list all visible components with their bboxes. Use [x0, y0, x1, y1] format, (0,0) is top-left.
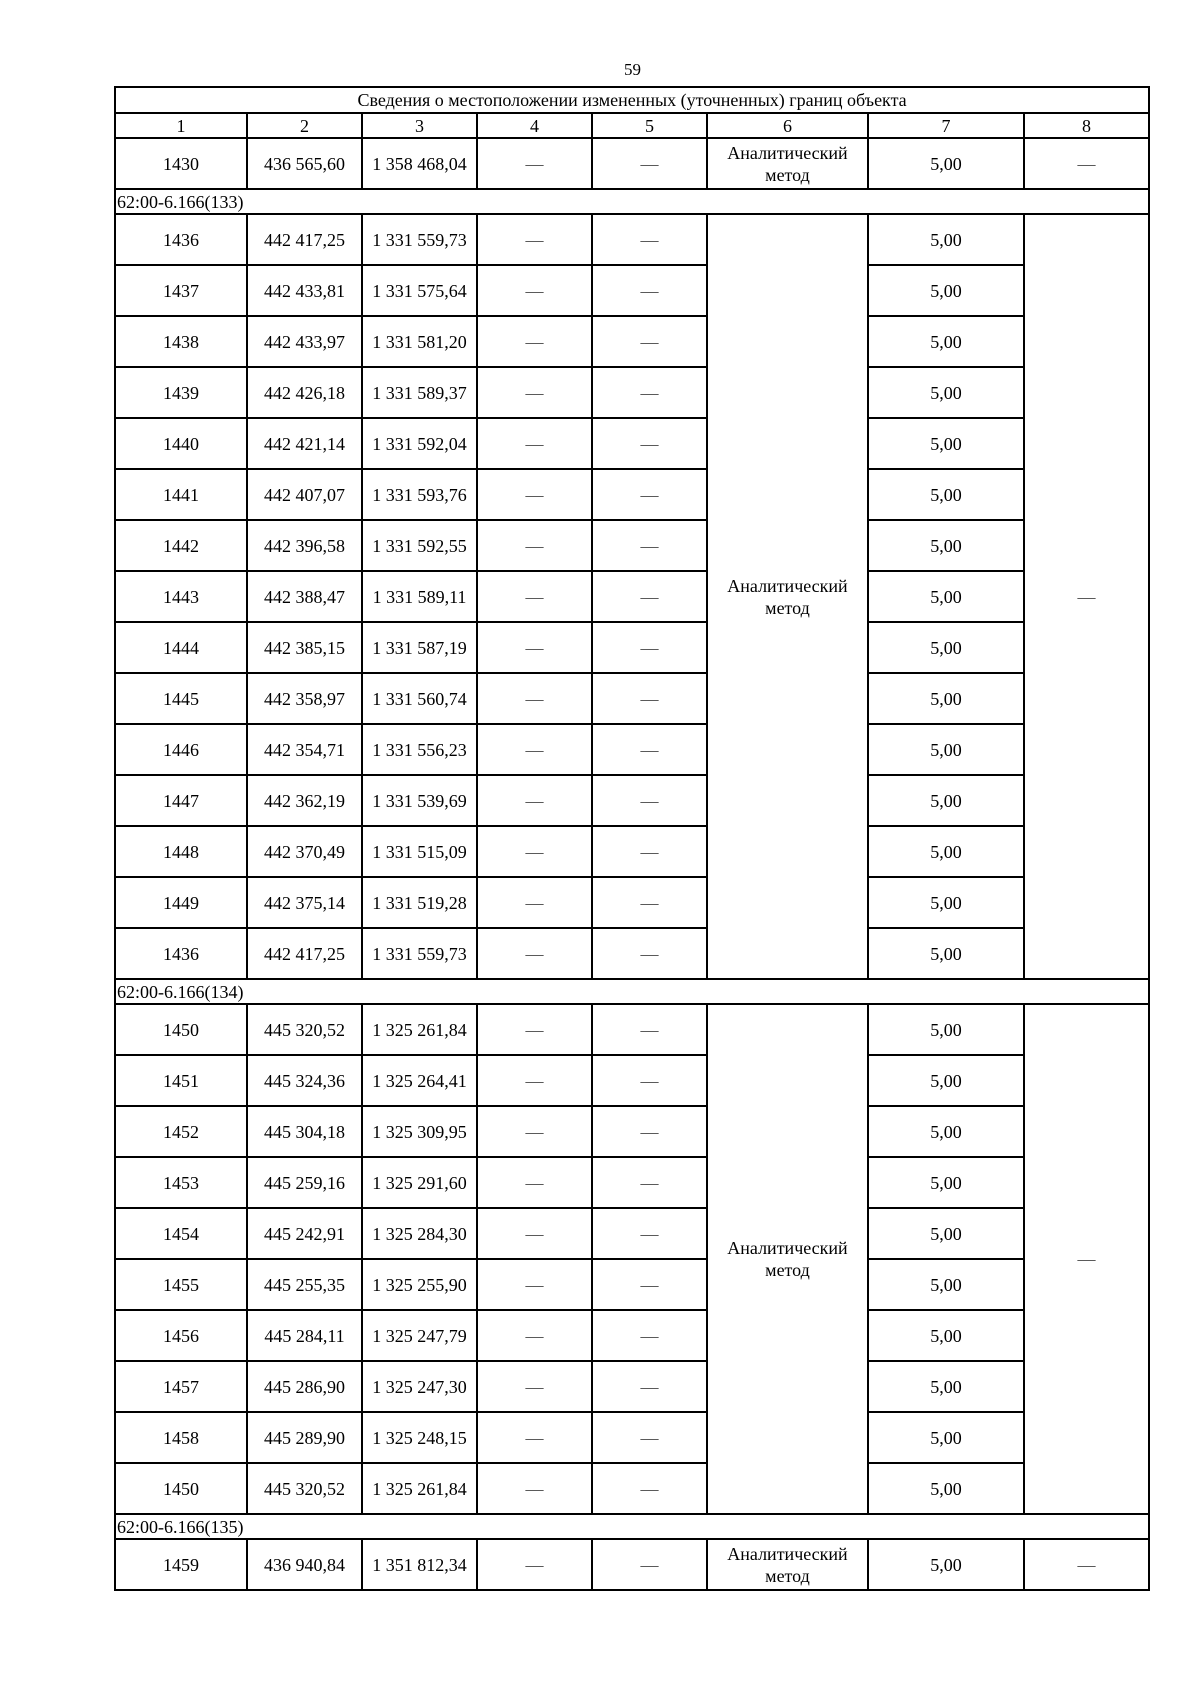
point-number: 1457: [115, 1361, 247, 1412]
column-number: 6: [707, 113, 868, 138]
table-title: Сведения о местоположении измененных (уточненных) границ объекта: [115, 87, 1149, 113]
coordinate-x: 442 417,25: [247, 928, 362, 979]
coordinate-x: 442 426,18: [247, 367, 362, 418]
coordinate-y: 1 358 468,04: [362, 138, 477, 189]
point-number: 1437: [115, 265, 247, 316]
point-number: 1456: [115, 1310, 247, 1361]
column-number: 1: [115, 113, 247, 138]
dash-cell: —: [477, 1361, 592, 1412]
point-number: 1453: [115, 1157, 247, 1208]
coordinate-x: 442 354,71: [247, 724, 362, 775]
point-number: 1458: [115, 1412, 247, 1463]
accuracy-cell: 5,00: [868, 1004, 1024, 1055]
table-row: [115, 1106, 1149, 1157]
coordinate-y: 1 331 589,11: [362, 571, 477, 622]
dash-cell: —: [477, 1539, 592, 1590]
dash-cell: —: [477, 622, 592, 673]
dash-cell: —: [477, 1208, 592, 1259]
table-row: [115, 1055, 1149, 1106]
accuracy-cell: 5,00: [868, 1310, 1024, 1361]
point-number: 1449: [115, 877, 247, 928]
dash-cell: —: [477, 928, 592, 979]
coordinate-x: 445 286,90: [247, 1361, 362, 1412]
coordinate-x: 442 407,07: [247, 469, 362, 520]
accuracy-cell: 5,00: [868, 1259, 1024, 1310]
dash-cell: —: [592, 1463, 707, 1514]
dash-cell: —: [477, 775, 592, 826]
coordinate-x: 442 385,15: [247, 622, 362, 673]
coordinate-y: 1 331 559,73: [362, 214, 477, 265]
accuracy-cell: 5,00: [868, 928, 1024, 979]
point-number: 1448: [115, 826, 247, 877]
accuracy-cell: 5,00: [868, 1463, 1024, 1514]
dash-cell: —: [477, 316, 592, 367]
dash-cell: —: [1024, 214, 1149, 979]
coordinate-x: 442 358,97: [247, 673, 362, 724]
dash-cell: —: [477, 571, 592, 622]
accuracy-cell: 5,00: [868, 418, 1024, 469]
column-number: 8: [1024, 113, 1149, 138]
table-row: [115, 1259, 1149, 1310]
table-row: [115, 673, 1149, 724]
table-row: [115, 928, 1149, 979]
table-row: [115, 1539, 1149, 1590]
coordinate-x: 445 289,90: [247, 1412, 362, 1463]
point-number: 1446: [115, 724, 247, 775]
accuracy-cell: 5,00: [868, 469, 1024, 520]
dash-cell: —: [592, 571, 707, 622]
coordinate-y: 1 331 593,76: [362, 469, 477, 520]
point-number: 1450: [115, 1463, 247, 1514]
coordinate-x: 445 320,52: [247, 1004, 362, 1055]
dash-cell: —: [592, 316, 707, 367]
accuracy-cell: 5,00: [868, 367, 1024, 418]
coordinate-x: 445 259,16: [247, 1157, 362, 1208]
coordinate-y: 1 331 587,19: [362, 622, 477, 673]
table-row: [115, 138, 1149, 189]
dash-cell: —: [477, 418, 592, 469]
dash-cell: —: [477, 673, 592, 724]
table-row: [115, 1412, 1149, 1463]
point-number: 1441: [115, 469, 247, 520]
coordinate-y: 1 325 247,79: [362, 1310, 477, 1361]
coordinate-y: 1 325 261,84: [362, 1463, 477, 1514]
dash-cell: —: [1024, 1004, 1149, 1514]
column-number: 4: [477, 113, 592, 138]
table-row: [115, 316, 1149, 367]
coordinate-x: 442 421,14: [247, 418, 362, 469]
dash-cell: —: [477, 877, 592, 928]
accuracy-cell: 5,00: [868, 1055, 1024, 1106]
accuracy-cell: 5,00: [868, 826, 1024, 877]
accuracy-cell: 5,00: [868, 1208, 1024, 1259]
point-number: 1436: [115, 928, 247, 979]
point-number: 1454: [115, 1208, 247, 1259]
dash-cell: —: [592, 367, 707, 418]
dash-cell: —: [592, 265, 707, 316]
dash-cell: —: [477, 367, 592, 418]
dash-cell: —: [477, 1004, 592, 1055]
dash-cell: —: [1024, 1539, 1149, 1590]
point-number: 1438: [115, 316, 247, 367]
table-row: [115, 367, 1149, 418]
point-number: 1447: [115, 775, 247, 826]
point-number: 1459: [115, 1539, 247, 1590]
dash-cell: —: [592, 1106, 707, 1157]
table-row: [115, 214, 1149, 265]
dash-cell: —: [477, 1412, 592, 1463]
accuracy-cell: 5,00: [868, 571, 1024, 622]
table-row: [115, 826, 1149, 877]
table-row: [115, 520, 1149, 571]
coordinate-y: 1 351 812,34: [362, 1539, 477, 1590]
table-row: [115, 571, 1149, 622]
coordinate-x: 445 242,91: [247, 1208, 362, 1259]
column-number-row: [115, 113, 1149, 138]
coordinate-x: 445 324,36: [247, 1055, 362, 1106]
dash-cell: —: [592, 214, 707, 265]
table-row: [115, 1208, 1149, 1259]
accuracy-cell: 5,00: [868, 520, 1024, 571]
column-number: 3: [362, 113, 477, 138]
accuracy-cell: 5,00: [868, 1539, 1024, 1590]
group-header-row: [115, 979, 1149, 1004]
dash-cell: —: [592, 1004, 707, 1055]
column-number: 7: [868, 113, 1024, 138]
dash-cell: —: [477, 138, 592, 189]
dash-cell: —: [592, 1539, 707, 1590]
dash-cell: —: [592, 877, 707, 928]
dash-cell: —: [477, 1157, 592, 1208]
point-number: 1442: [115, 520, 247, 571]
table-row: [115, 877, 1149, 928]
dash-cell: —: [592, 928, 707, 979]
coordinate-y: 1 331 575,64: [362, 265, 477, 316]
coordinate-y: 1 331 581,20: [362, 316, 477, 367]
coordinate-y: 1 331 592,55: [362, 520, 477, 571]
coordinate-x: 442 433,97: [247, 316, 362, 367]
coordinate-y: 1 325 309,95: [362, 1106, 477, 1157]
page-number: 59: [624, 60, 641, 79]
accuracy-cell: 5,00: [868, 214, 1024, 265]
dash-cell: —: [592, 826, 707, 877]
dash-cell: —: [477, 1310, 592, 1361]
coordinate-x: 442 388,47: [247, 571, 362, 622]
dash-cell: —: [477, 265, 592, 316]
dash-cell: —: [592, 724, 707, 775]
coordinate-x: 442 417,25: [247, 214, 362, 265]
coordinate-x: 445 284,11: [247, 1310, 362, 1361]
dash-cell: —: [592, 1259, 707, 1310]
method-cell: Аналитический метод: [707, 1539, 868, 1590]
accuracy-cell: 5,00: [868, 775, 1024, 826]
table-row: [115, 469, 1149, 520]
point-number: 1455: [115, 1259, 247, 1310]
accuracy-cell: 5,00: [868, 1361, 1024, 1412]
column-number: 2: [247, 113, 362, 138]
coordinate-y: 1 325 261,84: [362, 1004, 477, 1055]
accuracy-cell: 5,00: [868, 1412, 1024, 1463]
dash-cell: —: [592, 1412, 707, 1463]
dash-cell: —: [592, 673, 707, 724]
accuracy-cell: 5,00: [868, 877, 1024, 928]
accuracy-cell: 5,00: [868, 724, 1024, 775]
dash-cell: —: [592, 520, 707, 571]
dash-cell: —: [477, 520, 592, 571]
method-cell: Аналитический метод: [707, 214, 868, 979]
coordinate-y: 1 331 556,23: [362, 724, 477, 775]
coordinate-x: 436 940,84: [247, 1539, 362, 1590]
coordinate-x: 445 320,52: [247, 1463, 362, 1514]
dash-cell: —: [477, 826, 592, 877]
group-label: 62:00-6.166(133): [115, 189, 1149, 214]
dash-cell: —: [477, 469, 592, 520]
accuracy-cell: 5,00: [868, 1157, 1024, 1208]
coordinate-x: 442 433,81: [247, 265, 362, 316]
dash-cell: —: [592, 622, 707, 673]
coordinate-y: 1 331 560,74: [362, 673, 477, 724]
dash-cell: —: [592, 1208, 707, 1259]
coordinate-y: 1 325 247,30: [362, 1361, 477, 1412]
accuracy-cell: 5,00: [868, 265, 1024, 316]
dash-cell: —: [477, 724, 592, 775]
point-number: 1430: [115, 138, 247, 189]
dash-cell: —: [477, 1463, 592, 1514]
coordinate-y: 1 331 515,09: [362, 826, 477, 877]
dash-cell: —: [592, 775, 707, 826]
table-row: [115, 1463, 1149, 1514]
group-label: 62:00-6.166(134): [115, 979, 1149, 1004]
dash-cell: —: [592, 1310, 707, 1361]
point-number: 1444: [115, 622, 247, 673]
dash-cell: —: [1024, 138, 1149, 189]
point-number: 1451: [115, 1055, 247, 1106]
point-number: 1440: [115, 418, 247, 469]
dash-cell: —: [592, 418, 707, 469]
table-row: [115, 724, 1149, 775]
dash-cell: —: [592, 1361, 707, 1412]
table-row: [115, 775, 1149, 826]
coordinate-y: 1 325 291,60: [362, 1157, 477, 1208]
table-row: [115, 1361, 1149, 1412]
accuracy-cell: 5,00: [868, 673, 1024, 724]
dash-cell: —: [592, 1157, 707, 1208]
dash-cell: —: [477, 1259, 592, 1310]
dash-cell: —: [592, 1055, 707, 1106]
coordinate-y: 1 331 559,73: [362, 928, 477, 979]
coordinate-x: 445 304,18: [247, 1106, 362, 1157]
group-header-row: [115, 1514, 1149, 1539]
dash-cell: —: [477, 1106, 592, 1157]
point-number: 1439: [115, 367, 247, 418]
coordinate-x: 442 375,14: [247, 877, 362, 928]
table-row: [115, 265, 1149, 316]
coordinate-x: 445 255,35: [247, 1259, 362, 1310]
method-cell: Аналитический метод: [707, 138, 868, 189]
coordinate-y: 1 325 284,30: [362, 1208, 477, 1259]
dash-cell: —: [592, 138, 707, 189]
table-title-row: [115, 87, 1149, 113]
coordinate-y: 1 331 589,37: [362, 367, 477, 418]
coordinate-y: 1 325 248,15: [362, 1412, 477, 1463]
dash-cell: —: [477, 214, 592, 265]
table-row: [115, 1157, 1149, 1208]
column-number: 5: [592, 113, 707, 138]
table-row: [115, 1310, 1149, 1361]
point-number: 1443: [115, 571, 247, 622]
group-label: 62:00-6.166(135): [115, 1514, 1149, 1539]
table-row: [115, 622, 1149, 673]
coordinate-x: 436 565,60: [247, 138, 362, 189]
table-row: [115, 418, 1149, 469]
group-header-row: [115, 189, 1149, 214]
dash-cell: —: [592, 469, 707, 520]
coordinate-y: 1 331 592,04: [362, 418, 477, 469]
coordinate-y: 1 325 255,90: [362, 1259, 477, 1310]
coordinate-x: 442 370,49: [247, 826, 362, 877]
table-row: [115, 1004, 1149, 1055]
dash-cell: —: [477, 1055, 592, 1106]
coordinate-y: 1 331 539,69: [362, 775, 477, 826]
point-number: 1450: [115, 1004, 247, 1055]
point-number: 1445: [115, 673, 247, 724]
accuracy-cell: 5,00: [868, 316, 1024, 367]
accuracy-cell: 5,00: [868, 1106, 1024, 1157]
point-number: 1436: [115, 214, 247, 265]
accuracy-cell: 5,00: [868, 138, 1024, 189]
coordinate-y: 1 331 519,28: [362, 877, 477, 928]
method-cell: Аналитический метод: [707, 1004, 868, 1514]
point-number: 1452: [115, 1106, 247, 1157]
boundary-table: [114, 86, 1150, 1591]
coordinate-x: 442 362,19: [247, 775, 362, 826]
coordinate-y: 1 325 264,41: [362, 1055, 477, 1106]
accuracy-cell: 5,00: [868, 622, 1024, 673]
coordinate-x: 442 396,58: [247, 520, 362, 571]
